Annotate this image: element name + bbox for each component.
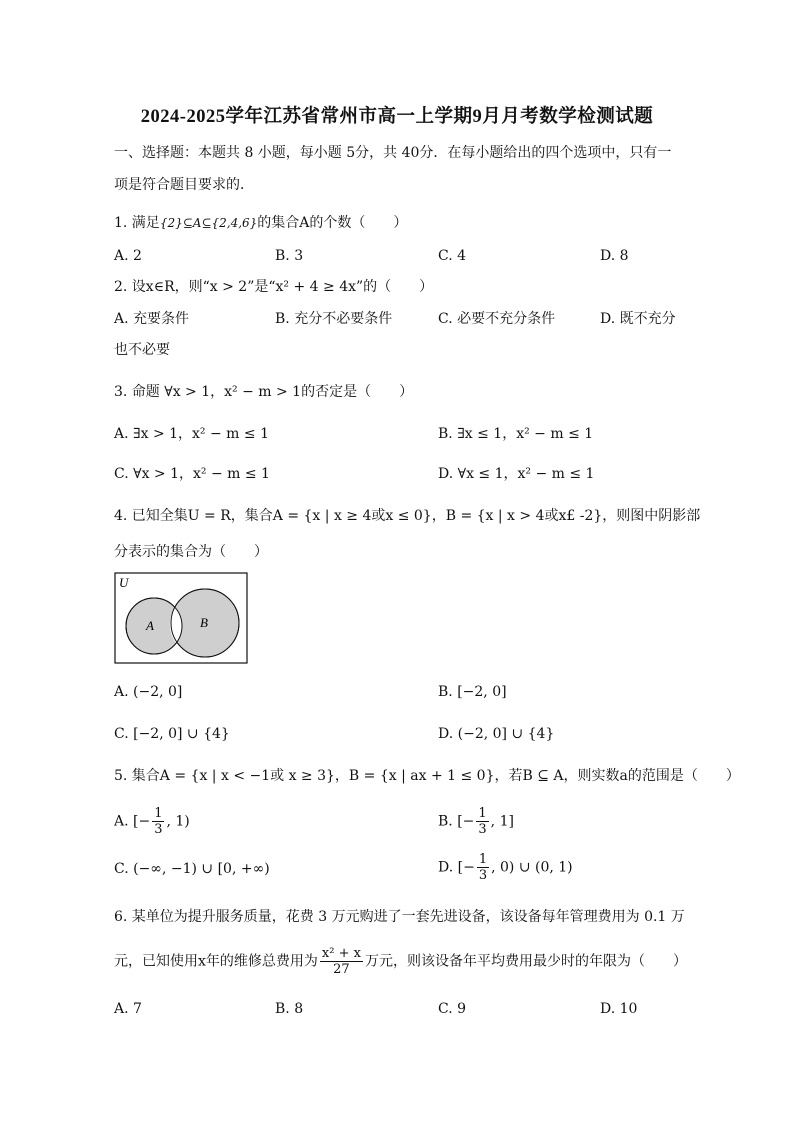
question-5-option-a [114,806,190,837]
maintenance-cost-fraction [320,946,363,977]
question-6-stem-suffix: 万元，则该设备年平均费用最少时的年限为（ ） [364,953,687,970]
question-2-stem: 2. 设x∈R，则“x > 2”是“x² + 4 ≥ 4x”的（ ） [114,279,434,295]
question-5-option-b [438,806,514,837]
venn-label-b: B [200,615,208,630]
fraction [477,852,489,883]
fraction-denominator: 3 [478,868,488,883]
question-6-option-d: D. 10 [600,1001,638,1017]
venn-label-a: A [146,618,154,633]
question-4-option-c: C. [−2, 0] ∪ {4} [114,726,230,742]
question-6-option-b: B. 8 [275,1001,304,1017]
question-1-option-c: C. 4 [438,248,467,264]
fraction-denominator: 3 [154,822,163,837]
section-heading-line1: 一、选择题：本题共 8 小题，每小题 5分，共 40分．在每小题给出的四个选项中，只有一 [114,145,672,161]
question-4-stem-line2: 分表示的集合为（ ） [114,544,268,560]
option-a-prefix: A. [− [114,813,151,830]
question-6-option-a: A. 7 [114,1001,142,1017]
fraction [152,806,164,837]
question-3-option-d: D. ∀x ≤ 1，x² − m ≤ 1 [438,466,595,482]
question-4-stem-line1: 4. 已知全集U = R，集合A = {x | x ≥ 4或x ≤ 0}，B = {x | x > 4或x£ -2}，则图中阴影部 [114,508,701,524]
question-2-option-a: A. 充要条件 [114,311,190,327]
question-5-option-d [438,852,573,883]
option-b-prefix: B. [− [438,813,475,830]
fraction-numerator: 1 [154,806,163,821]
section-heading-line2: 项是符合题目要求的． [114,177,254,193]
question-1-option-d: D. 8 [600,248,629,264]
question-6-option-c: C. 9 [438,1001,467,1017]
question-5-option-c: C. (−∞, −1) ∪ [0, +∞) [114,861,270,877]
question-4-option-d: D. (−2, 0] ∪ {4} [438,726,555,742]
question-2-option-c: C. 必要不充分条件 [438,311,556,327]
question-1-math: {2}⊆A⊆{2,4,6} [159,216,258,230]
question-3-option-c: C. ∀x > 1，x² − m ≤ 1 [114,466,270,482]
option-a-suffix: , 1) [166,813,190,830]
venn-diagram [114,572,248,664]
question-1-option-a: A. 2 [114,248,142,264]
question-1-stem [114,213,407,233]
question-3-stem: 3. 命题 ∀x > 1，x² − m > 1的否定是（ ） [114,384,414,400]
question-6-stem-line2 [114,946,687,977]
question-3-option-b: B. ∃x ≤ 1，x² − m ≤ 1 [438,426,594,442]
question-1-option-b: B. 3 [275,248,304,264]
question-6-stem-prefix: 元，已知使用x年的维修总费用为 [114,953,318,970]
fraction-numerator: 1 [478,806,487,821]
question-4-option-b: B. [−2, 0] [438,684,507,700]
question-5-stem: 5. 集合A = {x | x < −1或 x ≥ 3}，B = {x | ax + 1 ≤ 0}，若B ⊆ A，则实数a的范围是（ ） [114,768,740,784]
fraction-denominator: 27 [333,962,350,977]
question-2-option-d: D. 既不充分 [600,311,676,327]
option-d-suffix: , 0) ∪ (0, 1) [491,859,573,876]
page-title: 2024-2025学年江苏省常州市高一上学期9月月考数学检测试题 [140,107,654,127]
venn-universe-label: U [119,575,129,590]
fraction-numerator: 1 [478,852,488,867]
question-1-suffix: 的集合A的个数（ ） [257,215,408,231]
question-3-option-a: A. ∃x > 1，x² − m ≤ 1 [114,426,269,442]
fraction-denominator: 3 [478,822,487,837]
question-1-prefix: 1. 满足 [114,215,160,231]
option-b-suffix: , 1] [490,813,514,830]
question-2-option-b: B. 充分不必要条件 [275,311,393,327]
option-d-prefix: D. [− [438,859,475,876]
question-6-stem-line1: 6. 某单位为提升服务质量，花费 3 万元购进了一套先进设备，该设备每年管理费用为 0.1 万 [114,909,685,925]
question-4-option-a: A. (−2, 0] [114,684,183,700]
question-2-option-d-wrap: 也不必要 [114,342,170,358]
fraction [476,806,488,837]
fraction-numerator: x² + x [321,946,361,961]
